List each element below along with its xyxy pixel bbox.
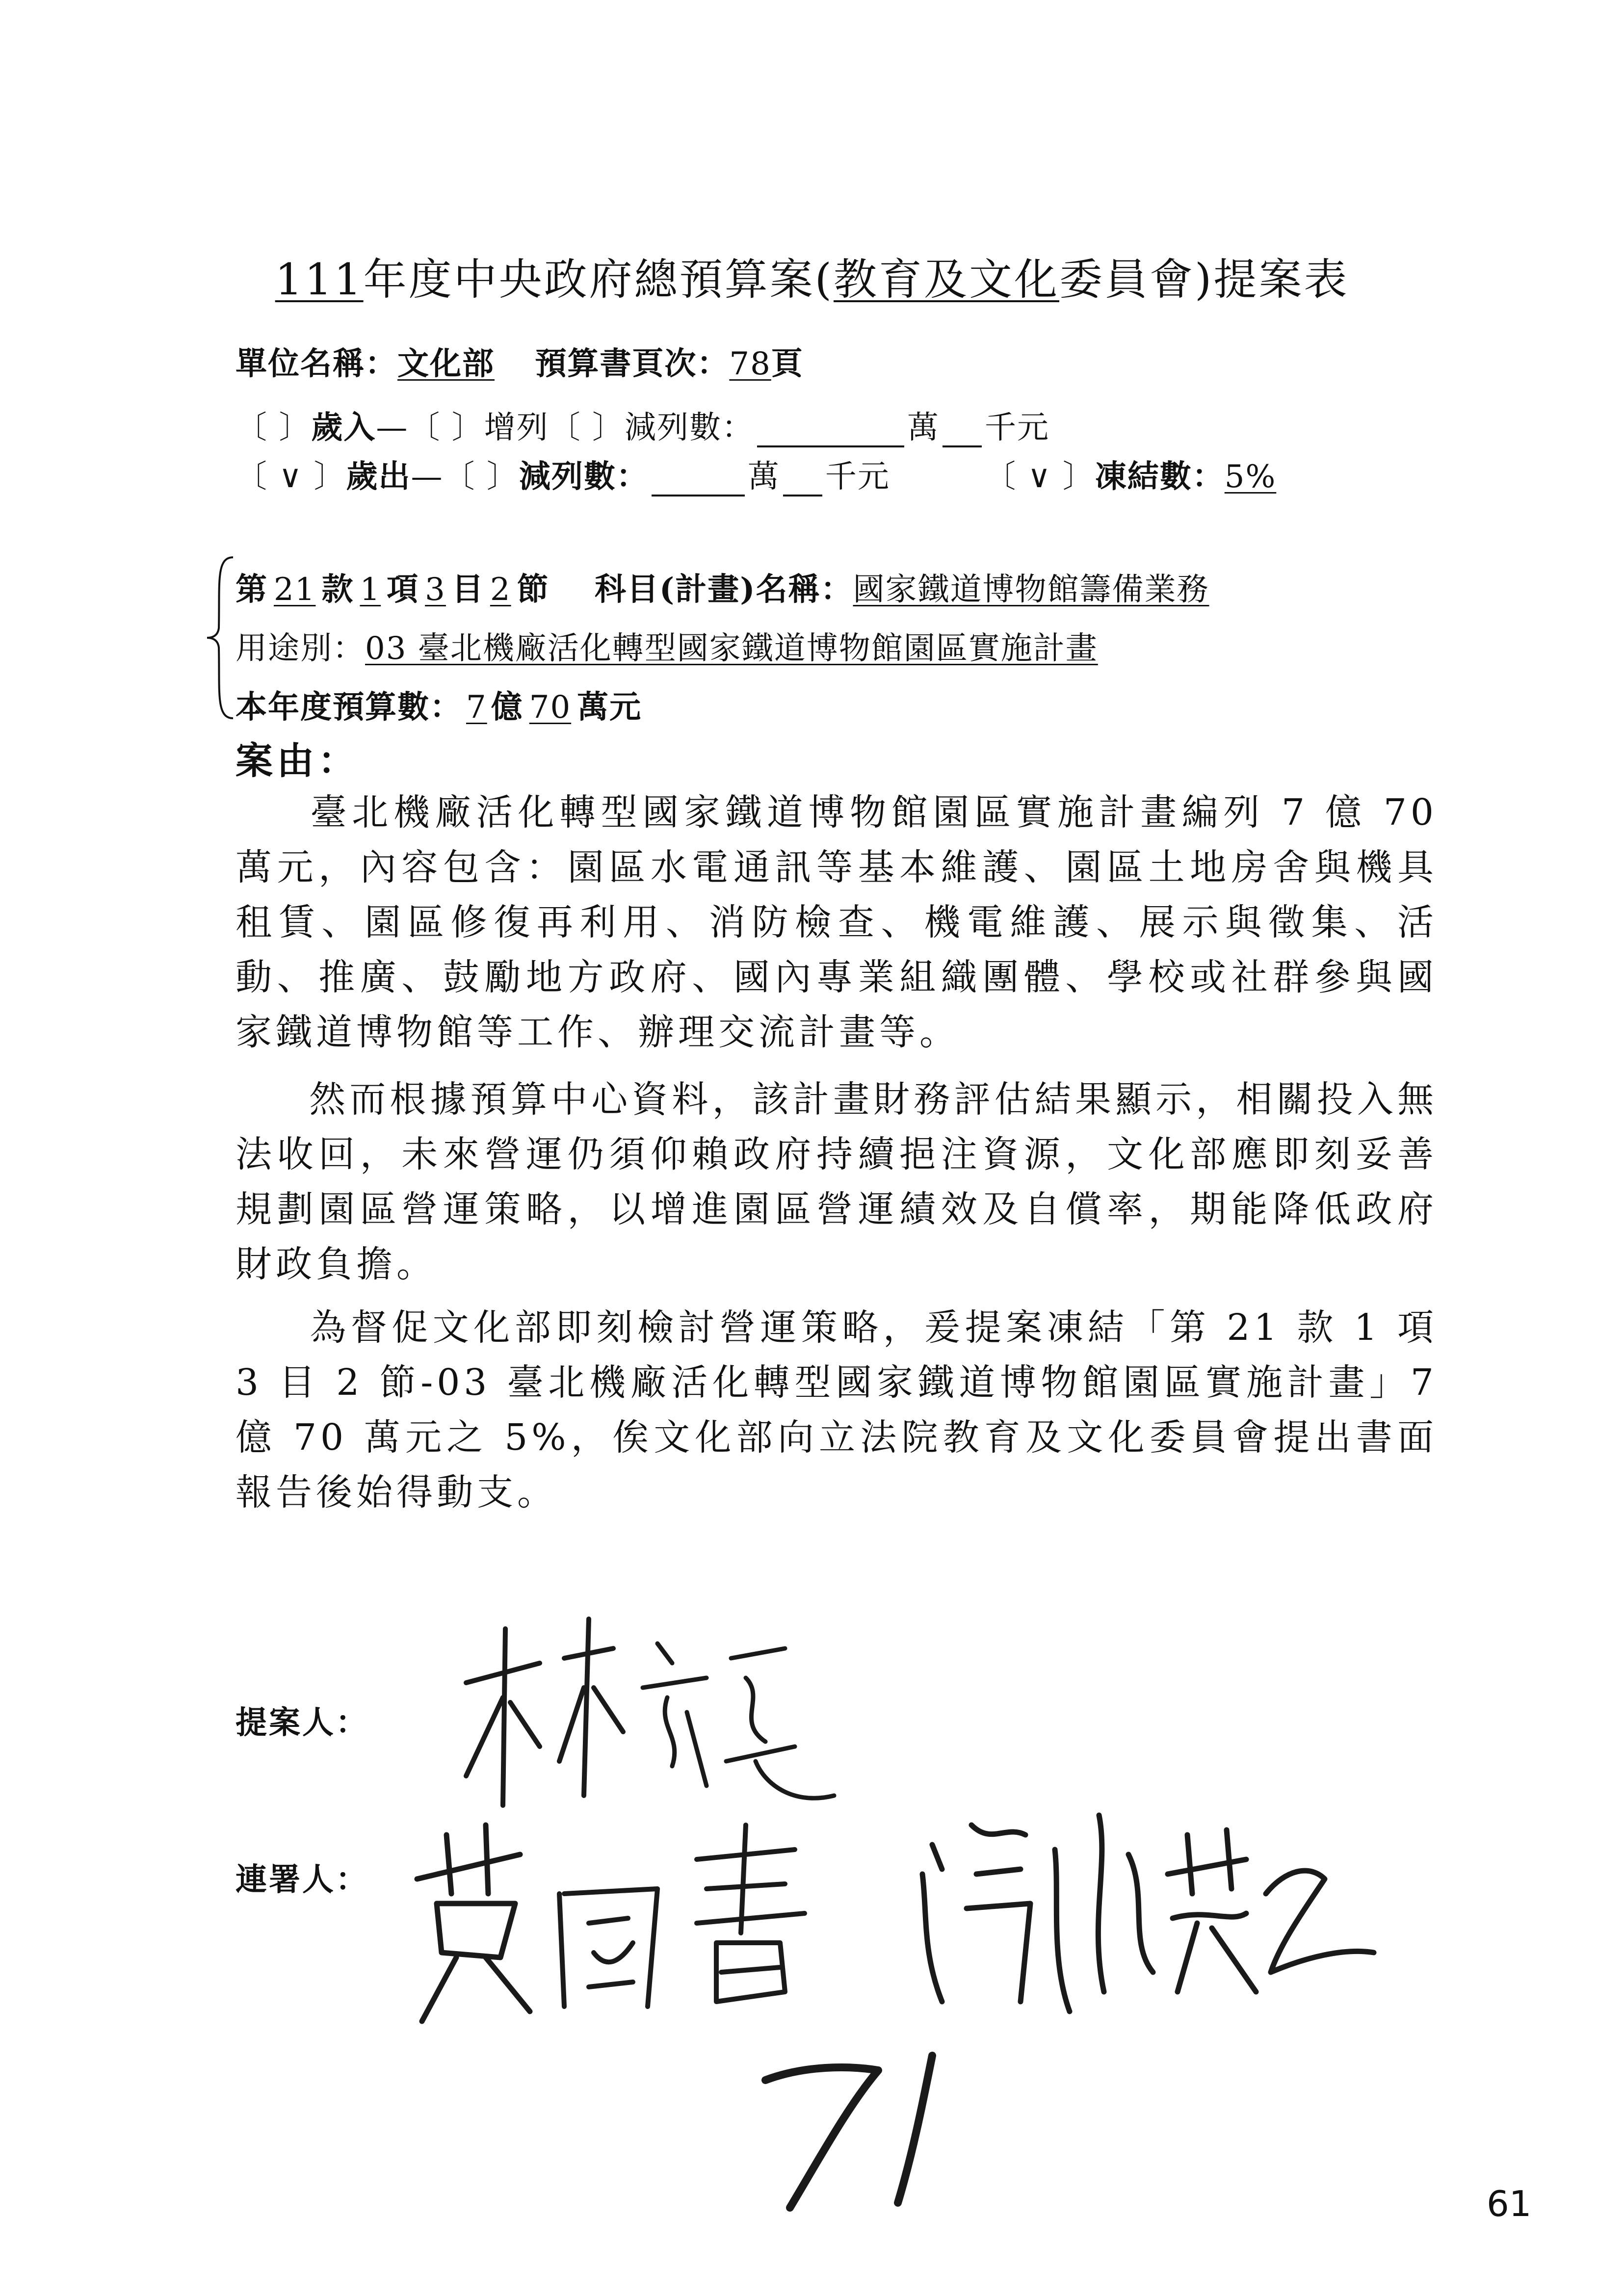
unit-value: 文化部 — [397, 345, 495, 382]
xiang-value: 1 — [360, 572, 381, 608]
revenue-increase-label: 增列 — [484, 410, 549, 446]
budget-wan-unit: 萬元 — [577, 689, 642, 726]
jie-value: 2 — [490, 572, 511, 608]
proposer-label: 提案人： — [236, 1704, 369, 1741]
handwritten-number — [751, 2036, 967, 2222]
budget-yi-unit: 億 — [491, 689, 524, 726]
xiang-unit: 項 — [387, 571, 419, 608]
paragraph-text: 然而根據預算中心資料，該計畫財務評估結果顯示，相關投入無法收回，未來營運仍須仰賴政府持續挹注資源，文化部應即刻妥善規劃園區營運策略，以增進園區營運績效及自償率，期能降低政府財政負擔。 — [236, 1078, 1438, 1285]
unit-line — [236, 339, 804, 384]
expense-line — [236, 451, 1276, 496]
paragraph-text: 臺北機廠活化轉型國家鐵道博物館園區實施計畫編列 7 億 70 萬元，內容包含：園區水電通訊等基本維護、園區土地房舍與機具租賃、園區修復再利用、消防檢查、機電維護、展示與徵集、活動、推廣、鼓勵地方政府、國內專業組織團體、學校或社群參與國家鐵道博物館等工作、辦理交流計畫等。 — [236, 791, 1438, 1053]
revenue-dash: — — [376, 410, 409, 446]
revenue-increase-checkbox: 〔 〕 — [408, 410, 484, 446]
revenue-unit-wan: 萬 — [907, 410, 940, 446]
expense-checkbox: 〔 ∨ 〕 — [236, 459, 346, 495]
usage-label: 用途別： — [236, 630, 365, 667]
usage-line — [236, 623, 1098, 668]
cosigner-signatures — [402, 1796, 1384, 2031]
mu-value: 3 — [425, 572, 446, 608]
freeze-label: 凍結數： — [1095, 458, 1225, 495]
subject-value: 國家鐵道博物館籌備業務 — [853, 572, 1209, 608]
revenue-decrease-label: 減列數： — [625, 410, 755, 446]
kuan-label: 第 — [236, 571, 268, 608]
usage-value: 03 臺北機廠活化轉型國家鐵道博物館園區實施計畫 — [365, 630, 1098, 667]
revenue-wan-blank — [757, 416, 904, 447]
mu-unit: 目 — [451, 571, 484, 608]
expense-wan-blank — [652, 465, 745, 496]
brace-icon — [206, 554, 236, 721]
expense-dash: — — [411, 459, 444, 495]
budget-wan-value: 70 — [529, 689, 572, 726]
title-prefix: 年度中央政府總預算案( — [363, 254, 834, 305]
title-suffix: 委員會)提案表 — [1059, 254, 1349, 305]
expense-label: 歲出 — [346, 458, 411, 495]
revenue-checkbox: 〔 〕 — [236, 410, 312, 446]
subject-label: 科目(計畫)名稱： — [594, 571, 853, 608]
freeze-checkbox: 〔 ∨ 〕 — [984, 459, 1095, 495]
revenue-unit-qian: 千元 — [985, 410, 1050, 446]
budget-yi-value: 7 — [466, 689, 487, 726]
expense-unit-qian: 千元 — [825, 459, 890, 495]
reason-paragraph-1 — [236, 785, 1438, 1060]
budget-page-label: 預算書頁次： — [535, 345, 730, 382]
budget-label: 本年度預算數： — [236, 689, 462, 726]
item-line — [236, 564, 1209, 609]
revenue-decrease-checkbox: 〔 〕 — [549, 410, 625, 446]
unit-label: 單位名稱： — [236, 345, 397, 382]
reason-heading: 案由： — [236, 739, 359, 783]
kuan-value: 21 — [274, 572, 316, 608]
reason-paragraph-2 — [236, 1072, 1438, 1292]
expense-unit-wan: 萬 — [747, 459, 780, 495]
budget-page-unit: 頁 — [771, 345, 804, 382]
revenue-qian-blank — [943, 416, 982, 447]
kuan-unit: 款 — [321, 571, 354, 608]
budget-line — [236, 682, 642, 727]
budget-page-value: 78 — [729, 346, 771, 382]
title-committee: 教育及文化 — [833, 254, 1059, 305]
paragraph-text: 為督促文化部即刻檢討營運策略，爰提案凍結「第 21 款 1 項 3 目 2 節-03 臺北機廠活化轉型國家鐵道博物館園區實施計畫」7 億 70 萬元之 5%，俟文化部向立法院教育及文化委員會提出書面報告後始得動支。 — [236, 1306, 1438, 1513]
expense-qian-blank — [783, 465, 822, 496]
expense-decrease-label: 減列數： — [519, 458, 649, 495]
freeze-value: 5% — [1224, 459, 1277, 495]
expense-decrease-checkbox: 〔 〕 — [443, 459, 519, 495]
page-number: 61 — [1487, 2183, 1532, 2224]
revenue-label: 歲入 — [311, 409, 376, 446]
title-year: 111 — [275, 254, 364, 305]
jie-unit: 節 — [517, 571, 550, 608]
revenue-line — [236, 402, 1049, 447]
reason-paragraph-3 — [236, 1300, 1438, 1520]
page-title — [0, 245, 1624, 307]
cosigner-label: 連署人： — [236, 1861, 369, 1898]
